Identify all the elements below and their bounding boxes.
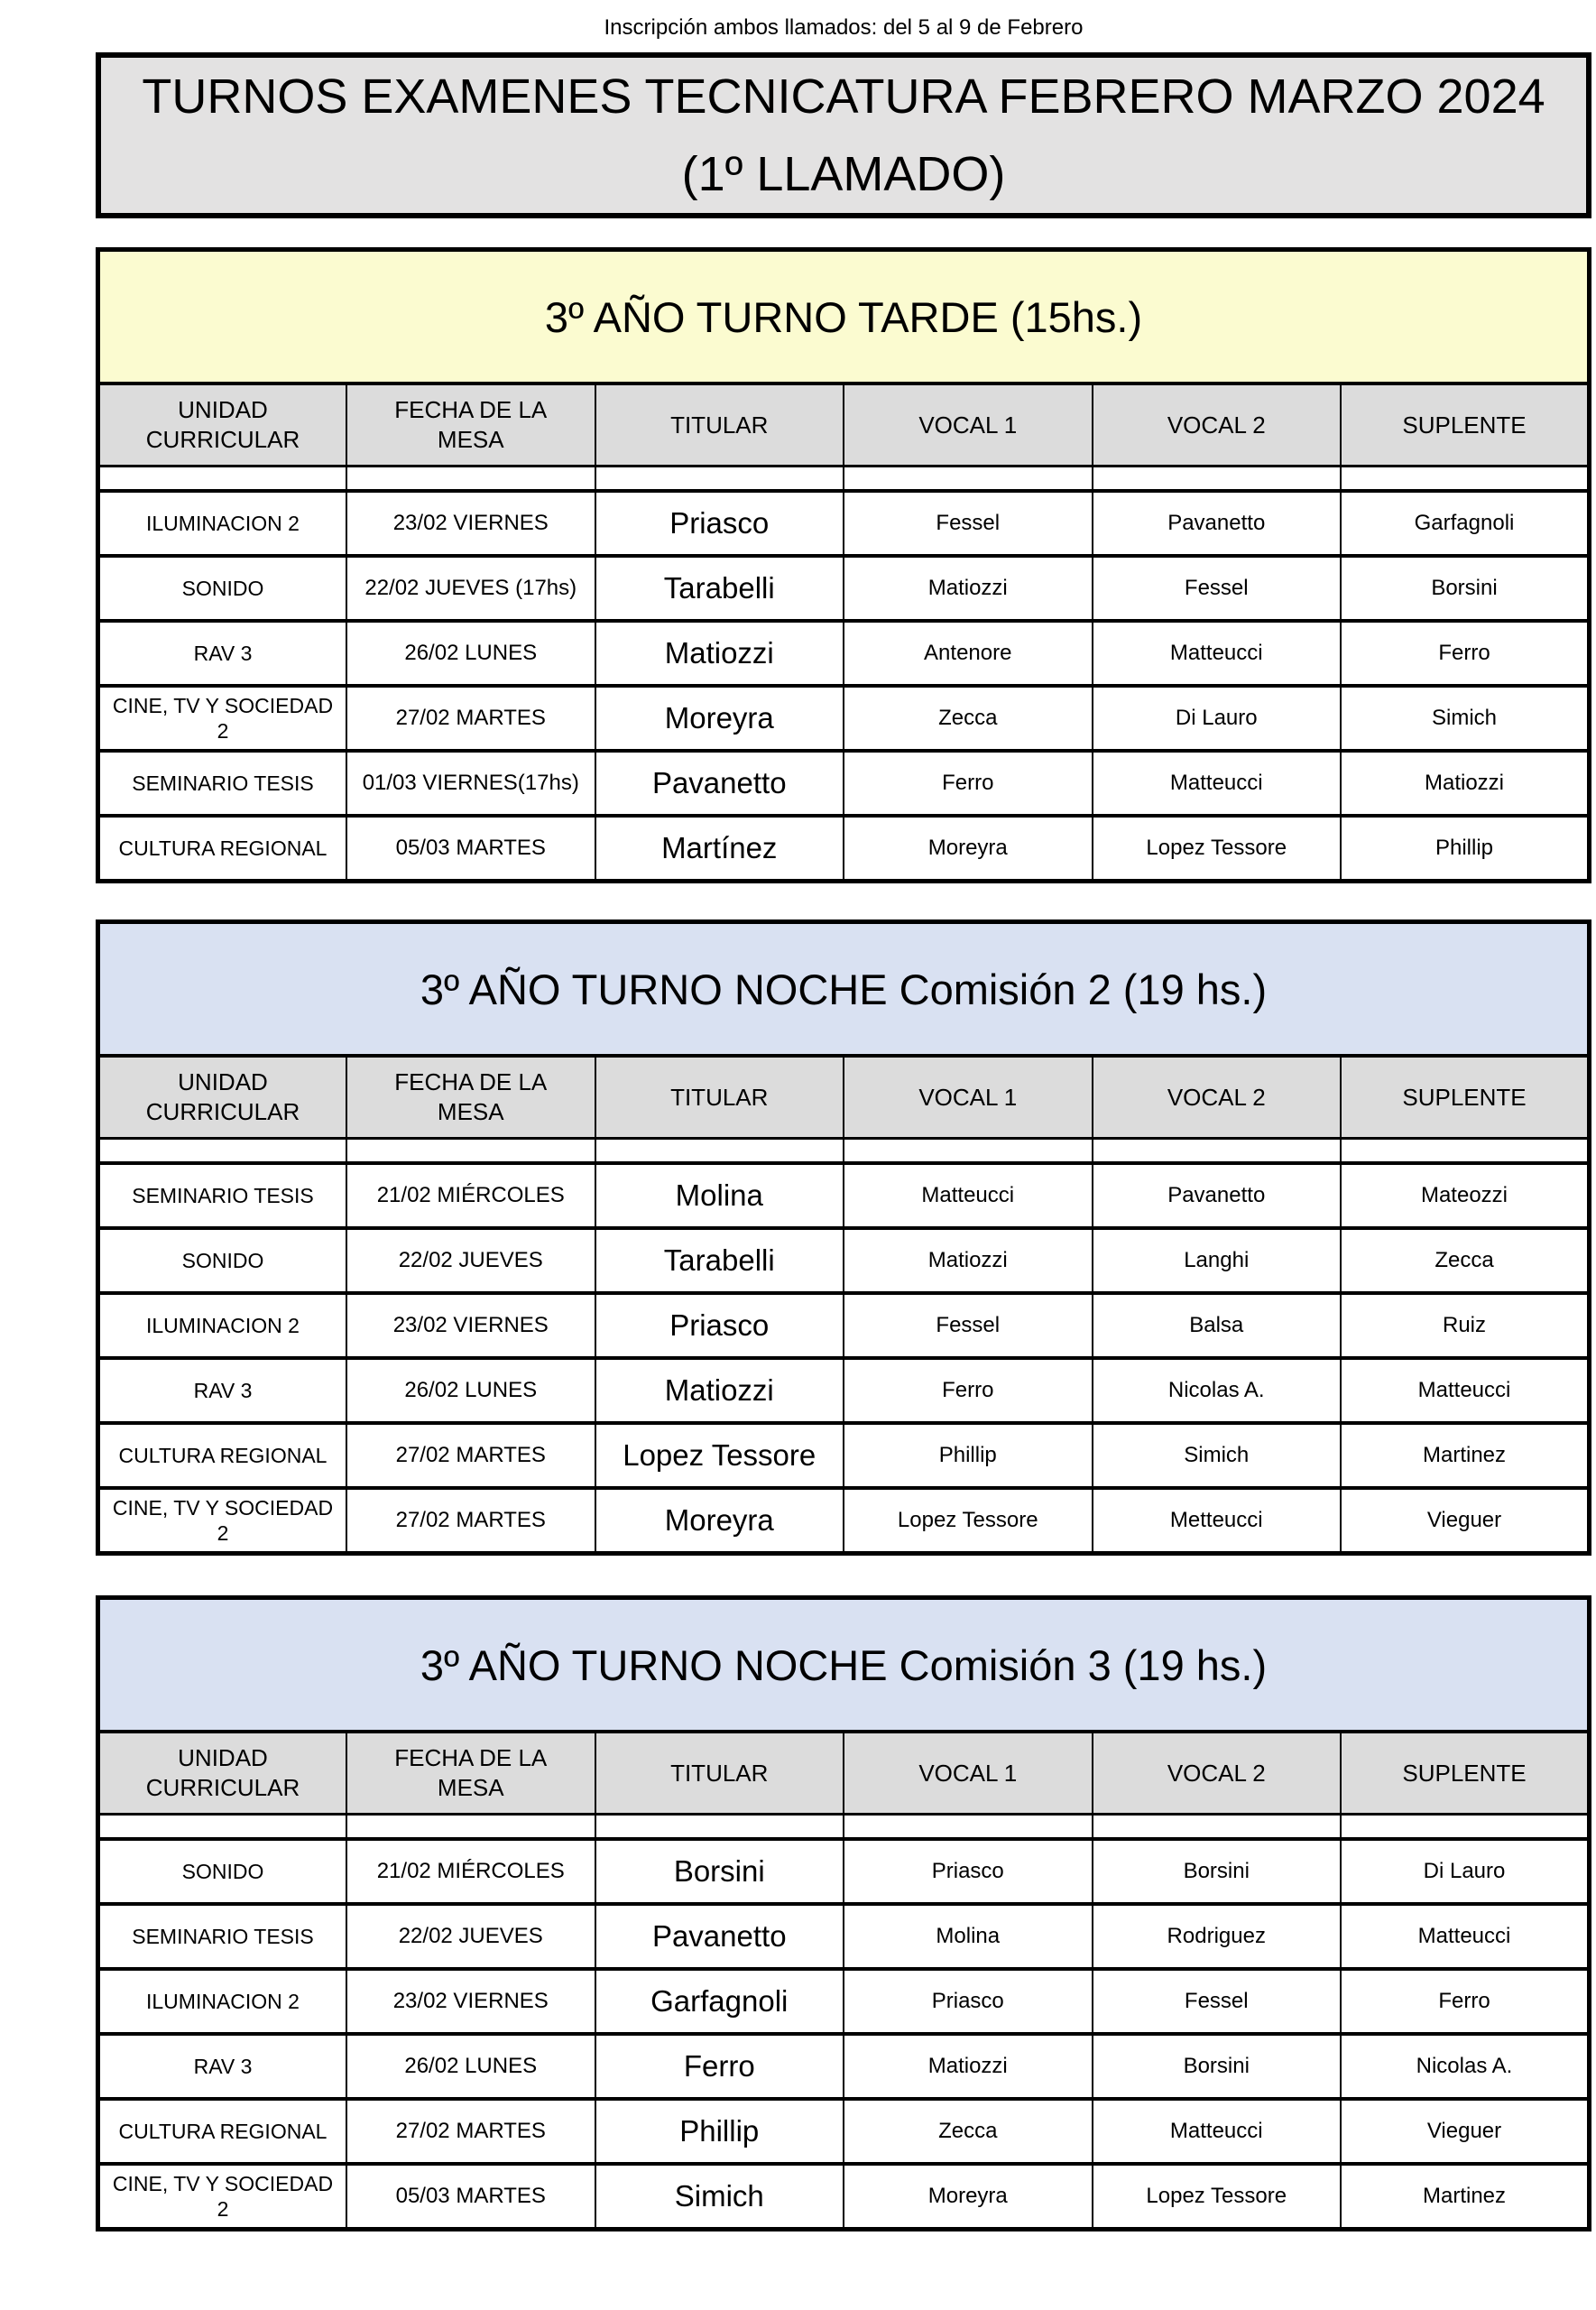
table-row bbox=[98, 2099, 1590, 2164]
main-title-line-2: (1º LLAMADO) bbox=[681, 147, 1006, 201]
cell-vocal-1: Matiozzi bbox=[844, 556, 1093, 621]
cell-titular: Priasco bbox=[595, 1293, 844, 1358]
cell-vocal-1: Ferro bbox=[844, 1358, 1093, 1423]
cell-suplente: Martinez bbox=[1341, 2164, 1590, 2230]
cell-titular: Garfagnoli bbox=[595, 1969, 844, 2034]
cell-suplente: Ferro bbox=[1341, 1969, 1590, 2034]
column-header-titular: TITULAR bbox=[595, 1056, 844, 1139]
table-row bbox=[98, 1423, 1590, 1488]
column-header-suplente: SUPLENTE bbox=[1341, 1056, 1590, 1139]
cell-suplente: Ruiz bbox=[1341, 1293, 1590, 1358]
table-caption: 3º AÑO TURNO TARDE (15hs.) bbox=[98, 250, 1590, 384]
cell-vocal-2: Matteucci bbox=[1093, 2099, 1342, 2164]
cell-vocal-1: Ferro bbox=[844, 751, 1093, 816]
table-row bbox=[98, 556, 1590, 621]
caption-row bbox=[98, 1598, 1590, 1732]
cell-unidad-curricular: ILUMINACION 2 bbox=[98, 1969, 347, 2034]
cell-vocal-2: Matteucci bbox=[1093, 621, 1342, 686]
column-header-titular: TITULAR bbox=[595, 1732, 844, 1815]
cell-vocal-2: Balsa bbox=[1093, 1293, 1342, 1358]
exam-table-turno-noche-comision-2 bbox=[96, 919, 1591, 1556]
table-row bbox=[98, 1163, 1590, 1228]
column-header-fecha-de-la-mesa: FECHA DE LA MESA bbox=[346, 1732, 595, 1815]
table-caption: 3º AÑO TURNO NOCHE Comisión 3 (19 hs.) bbox=[98, 1598, 1590, 1732]
cell-vocal-2: Borsini bbox=[1093, 1839, 1342, 1904]
cell-suplente: Borsini bbox=[1341, 556, 1590, 621]
column-header-vocal-1: VOCAL 1 bbox=[844, 383, 1093, 467]
table-row bbox=[98, 1904, 1590, 1969]
cell-fecha: 26/02 LUNES bbox=[346, 2034, 595, 2099]
cell-vocal-1: Priasco bbox=[844, 1839, 1093, 1904]
column-header-row bbox=[98, 1056, 1590, 1139]
cell-fecha: 26/02 LUNES bbox=[346, 621, 595, 686]
cell-unidad-curricular: SEMINARIO TESIS bbox=[98, 751, 347, 816]
cell-suplente: Phillip bbox=[1341, 816, 1590, 882]
cell-vocal-1: Fessel bbox=[844, 1293, 1093, 1358]
column-header-vocal-2: VOCAL 2 bbox=[1093, 383, 1342, 467]
cell-titular: Moreyra bbox=[595, 1488, 844, 1554]
table-row bbox=[98, 2164, 1590, 2230]
cell-vocal-2: Pavanetto bbox=[1093, 491, 1342, 556]
cell-fecha: 27/02 MARTES bbox=[346, 1488, 595, 1554]
spacer-row bbox=[98, 467, 1590, 492]
cell-unidad-curricular: SEMINARIO TESIS bbox=[98, 1163, 347, 1228]
spacer-row bbox=[98, 1139, 1590, 1164]
cell-fecha: 27/02 MARTES bbox=[346, 1423, 595, 1488]
table-row bbox=[98, 491, 1590, 556]
cell-vocal-2: Di Lauro bbox=[1093, 686, 1342, 751]
cell-fecha: 23/02 VIERNES bbox=[346, 491, 595, 556]
cell-suplente: Martinez bbox=[1341, 1423, 1590, 1488]
document-content bbox=[96, 0, 1591, 2231]
table-row bbox=[98, 1839, 1590, 1904]
cell-suplente: Matiozzi bbox=[1341, 751, 1590, 816]
cell-fecha: 27/02 MARTES bbox=[346, 2099, 595, 2164]
column-header-row bbox=[98, 383, 1590, 467]
cell-vocal-2: Metteucci bbox=[1093, 1488, 1342, 1554]
main-title-line-1: TURNOS EXAMENES TECNICATURA FEBRERO MARZO 2024 bbox=[142, 69, 1545, 124]
cell-unidad-curricular: SONIDO bbox=[98, 556, 347, 621]
column-header-vocal-1: VOCAL 1 bbox=[844, 1056, 1093, 1139]
table-row bbox=[98, 751, 1590, 816]
table-row bbox=[98, 686, 1590, 751]
table-row bbox=[98, 1293, 1590, 1358]
table-caption: 3º AÑO TURNO NOCHE Comisión 2 (19 hs.) bbox=[98, 922, 1590, 1057]
cell-vocal-1: Moreyra bbox=[844, 816, 1093, 882]
cell-suplente: Ferro bbox=[1341, 621, 1590, 686]
cell-suplente: Garfagnoli bbox=[1341, 491, 1590, 556]
cell-vocal-2: Fessel bbox=[1093, 556, 1342, 621]
cell-titular: Tarabelli bbox=[595, 1228, 844, 1293]
cell-vocal-1: Lopez Tessore bbox=[844, 1488, 1093, 1554]
cell-vocal-1: Priasco bbox=[844, 1969, 1093, 2034]
cell-unidad-curricular: CULTURA REGIONAL bbox=[98, 1423, 347, 1488]
caption-row bbox=[98, 250, 1590, 384]
cell-suplente: Vieguer bbox=[1341, 1488, 1590, 1554]
cell-titular: Borsini bbox=[595, 1839, 844, 1904]
cell-titular: Priasco bbox=[595, 491, 844, 556]
cell-vocal-1: Matteucci bbox=[844, 1163, 1093, 1228]
cell-unidad-curricular: CINE, TV Y SOCIEDAD 2 bbox=[98, 2164, 347, 2230]
exam-table-turno-tarde bbox=[96, 247, 1591, 883]
cell-unidad-curricular: CINE, TV Y SOCIEDAD 2 bbox=[98, 1488, 347, 1554]
table-row bbox=[98, 816, 1590, 882]
table-row bbox=[98, 2034, 1590, 2099]
cell-unidad-curricular: RAV 3 bbox=[98, 621, 347, 686]
cell-vocal-1: Phillip bbox=[844, 1423, 1093, 1488]
cell-vocal-1: Matiozzi bbox=[844, 1228, 1093, 1293]
cell-vocal-2: Lopez Tessore bbox=[1093, 2164, 1342, 2230]
cell-vocal-2: Lopez Tessore bbox=[1093, 816, 1342, 882]
cell-fecha: 01/03 VIERNES(17hs) bbox=[346, 751, 595, 816]
table-row bbox=[98, 1488, 1590, 1554]
table-row bbox=[98, 1228, 1590, 1293]
cell-titular: Ferro bbox=[595, 2034, 844, 2099]
cell-fecha: 23/02 VIERNES bbox=[346, 1293, 595, 1358]
cell-vocal-2: Nicolas A. bbox=[1093, 1358, 1342, 1423]
column-header-row bbox=[98, 1732, 1590, 1815]
table-row bbox=[98, 1358, 1590, 1423]
main-title-box bbox=[96, 52, 1591, 218]
cell-vocal-1: Moreyra bbox=[844, 2164, 1093, 2230]
exam-table-turno-noche-comision-3 bbox=[96, 1595, 1591, 2231]
cell-suplente: Zecca bbox=[1341, 1228, 1590, 1293]
cell-unidad-curricular: SONIDO bbox=[98, 1839, 347, 1904]
cell-vocal-2: Rodriguez bbox=[1093, 1904, 1342, 1969]
cell-titular: Pavanetto bbox=[595, 1904, 844, 1969]
caption-row bbox=[98, 922, 1590, 1057]
cell-suplente: Simich bbox=[1341, 686, 1590, 751]
cell-unidad-curricular: CULTURA REGIONAL bbox=[98, 816, 347, 882]
cell-unidad-curricular: SEMINARIO TESIS bbox=[98, 1904, 347, 1969]
cell-vocal-1: Fessel bbox=[844, 491, 1093, 556]
table-row bbox=[98, 621, 1590, 686]
cell-vocal-1: Molina bbox=[844, 1904, 1093, 1969]
column-header-suplente: SUPLENTE bbox=[1341, 1732, 1590, 1815]
cell-titular: Matiozzi bbox=[595, 1358, 844, 1423]
cell-unidad-curricular: SONIDO bbox=[98, 1228, 347, 1293]
cell-unidad-curricular: RAV 3 bbox=[98, 2034, 347, 2099]
cell-vocal-2: Langhi bbox=[1093, 1228, 1342, 1293]
cell-titular: Martínez bbox=[595, 816, 844, 882]
cell-suplente: Matteucci bbox=[1341, 1904, 1590, 1969]
cell-fecha: 21/02 MIÉRCOLES bbox=[346, 1839, 595, 1904]
spacer-row bbox=[98, 1815, 1590, 1840]
cell-suplente: Nicolas A. bbox=[1341, 2034, 1590, 2099]
column-header-fecha-de-la-mesa: FECHA DE LA MESA bbox=[346, 383, 595, 467]
cell-fecha: 23/02 VIERNES bbox=[346, 1969, 595, 2034]
cell-fecha: 22/02 JUEVES bbox=[346, 1228, 595, 1293]
cell-vocal-1: Zecca bbox=[844, 2099, 1093, 2164]
column-header-unidad-curricular: UNIDAD CURRICULAR bbox=[98, 383, 347, 467]
column-header-titular: TITULAR bbox=[595, 383, 844, 467]
cell-vocal-2: Fessel bbox=[1093, 1969, 1342, 2034]
cell-unidad-curricular: CULTURA REGIONAL bbox=[98, 2099, 347, 2164]
column-header-vocal-1: VOCAL 1 bbox=[844, 1732, 1093, 1815]
cell-suplente: Vieguer bbox=[1341, 2099, 1590, 2164]
cell-titular: Lopez Tessore bbox=[595, 1423, 844, 1488]
cell-suplente: Mateozzi bbox=[1341, 1163, 1590, 1228]
cell-vocal-2: Simich bbox=[1093, 1423, 1342, 1488]
cell-fecha: 22/02 JUEVES (17hs) bbox=[346, 556, 595, 621]
cell-fecha: 22/02 JUEVES bbox=[346, 1904, 595, 1969]
cell-titular: Tarabelli bbox=[595, 556, 844, 621]
column-header-vocal-2: VOCAL 2 bbox=[1093, 1732, 1342, 1815]
cell-suplente: Di Lauro bbox=[1341, 1839, 1590, 1904]
cell-suplente: Matteucci bbox=[1341, 1358, 1590, 1423]
cell-vocal-1: Antenore bbox=[844, 621, 1093, 686]
cell-titular: Matiozzi bbox=[595, 621, 844, 686]
cell-unidad-curricular: RAV 3 bbox=[98, 1358, 347, 1423]
cell-fecha: 27/02 MARTES bbox=[346, 686, 595, 751]
cell-unidad-curricular: ILUMINACION 2 bbox=[98, 1293, 347, 1358]
cell-vocal-1: Zecca bbox=[844, 686, 1093, 751]
cell-unidad-curricular: CINE, TV Y SOCIEDAD 2 bbox=[98, 686, 347, 751]
cell-vocal-2: Borsini bbox=[1093, 2034, 1342, 2099]
column-header-fecha-de-la-mesa: FECHA DE LA MESA bbox=[346, 1056, 595, 1139]
cell-titular: Pavanetto bbox=[595, 751, 844, 816]
column-header-unidad-curricular: UNIDAD CURRICULAR bbox=[98, 1056, 347, 1139]
cell-fecha: 26/02 LUNES bbox=[346, 1358, 595, 1423]
inscription-note: Inscripción ambos llamados: del 5 al 9 de Febrero bbox=[604, 15, 1084, 40]
column-header-suplente: SUPLENTE bbox=[1341, 383, 1590, 467]
cell-titular: Molina bbox=[595, 1163, 844, 1228]
cell-vocal-2: Matteucci bbox=[1093, 751, 1342, 816]
cell-titular: Moreyra bbox=[595, 686, 844, 751]
cell-unidad-curricular: ILUMINACION 2 bbox=[98, 491, 347, 556]
cell-fecha: 21/02 MIÉRCOLES bbox=[346, 1163, 595, 1228]
cell-fecha: 05/03 MARTES bbox=[346, 816, 595, 882]
table-row bbox=[98, 1969, 1590, 2034]
cell-fecha: 05/03 MARTES bbox=[346, 2164, 595, 2230]
cell-titular: Simich bbox=[595, 2164, 844, 2230]
column-header-unidad-curricular: UNIDAD CURRICULAR bbox=[98, 1732, 347, 1815]
cell-vocal-1: Matiozzi bbox=[844, 2034, 1093, 2099]
cell-titular: Phillip bbox=[595, 2099, 844, 2164]
column-header-vocal-2: VOCAL 2 bbox=[1093, 1056, 1342, 1139]
cell-vocal-2: Pavanetto bbox=[1093, 1163, 1342, 1228]
